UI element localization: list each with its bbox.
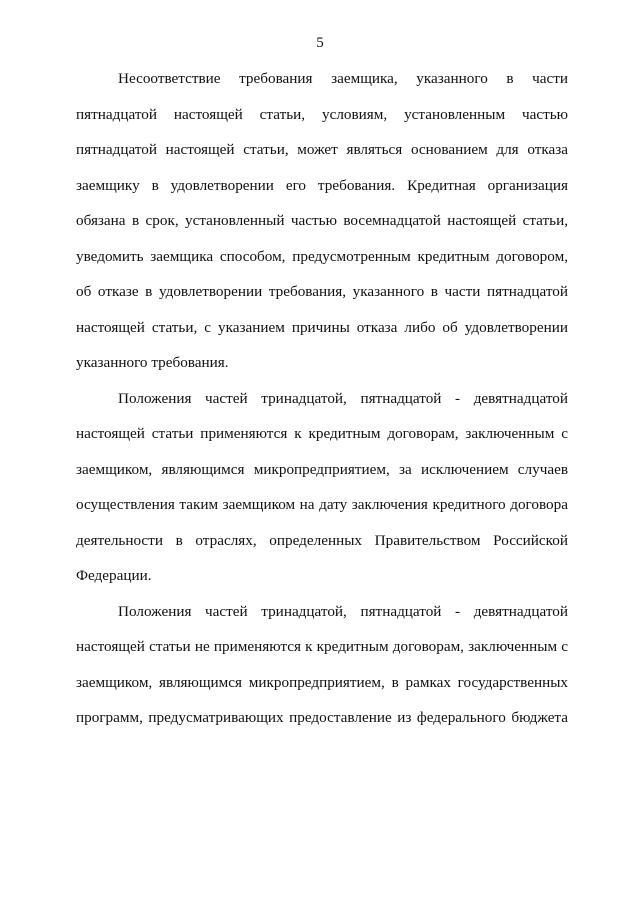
text-line: обязана в срок, установленный частью восемнадцатой настоящей статьи, xyxy=(76,212,568,229)
paragraph-1 xyxy=(76,68,568,374)
text-line: программ, предусматривающих предоставление из федерального бюджета xyxy=(76,709,568,726)
text-line: настоящей статьи применяются к кредитным договорам, заключенным с xyxy=(76,425,568,442)
text-line: заемщиком, являющимся микропредприятием, в рамках государственных xyxy=(76,673,568,691)
text-line: уведомить заемщика способом, предусмотренным кредитным договором, xyxy=(76,247,568,265)
text-line: об отказе в удовлетворении требования, указанного в части пятнадцатой xyxy=(76,283,568,300)
text-line: заемщиком, являющимся микропредприятием, за исключением случаев xyxy=(76,460,568,478)
text-line: Положения частей тринадцатой, пятнадцатой - девятнадцатой xyxy=(118,389,568,407)
text-line: Несоответствие требования заемщика, указанного в части xyxy=(118,70,568,87)
text-line: пятнадцатой настоящей статьи, может являться основанием для отказа xyxy=(76,141,568,158)
text-line: настоящей статьи, с указанием причины отказа либо об удовлетворении xyxy=(76,318,568,336)
text-line: заемщику в удовлетворении его требования. Кредитная организация xyxy=(76,176,568,194)
text-line: Положения частей тринадцатой, пятнадцатой - девятнадцатой xyxy=(118,602,568,620)
document-body xyxy=(76,68,568,743)
text-line: пятнадцатой настоящей статьи, условиям, установленным частью xyxy=(76,105,568,123)
paragraph-2 xyxy=(76,388,568,588)
page-number: 5 xyxy=(316,35,324,51)
text-line: указанного требования. xyxy=(76,354,229,371)
paragraph-3 xyxy=(76,601,568,730)
text-line: деятельности в отраслях, определенных Правительством Российской xyxy=(76,531,568,549)
text-line: настоящей статьи не применяются к кредитным договорам, заключенным с xyxy=(76,638,568,655)
text-line: Федерации. xyxy=(76,567,152,584)
text-line: осуществления таким заемщиком на дату заключения кредитного договора xyxy=(76,496,568,513)
